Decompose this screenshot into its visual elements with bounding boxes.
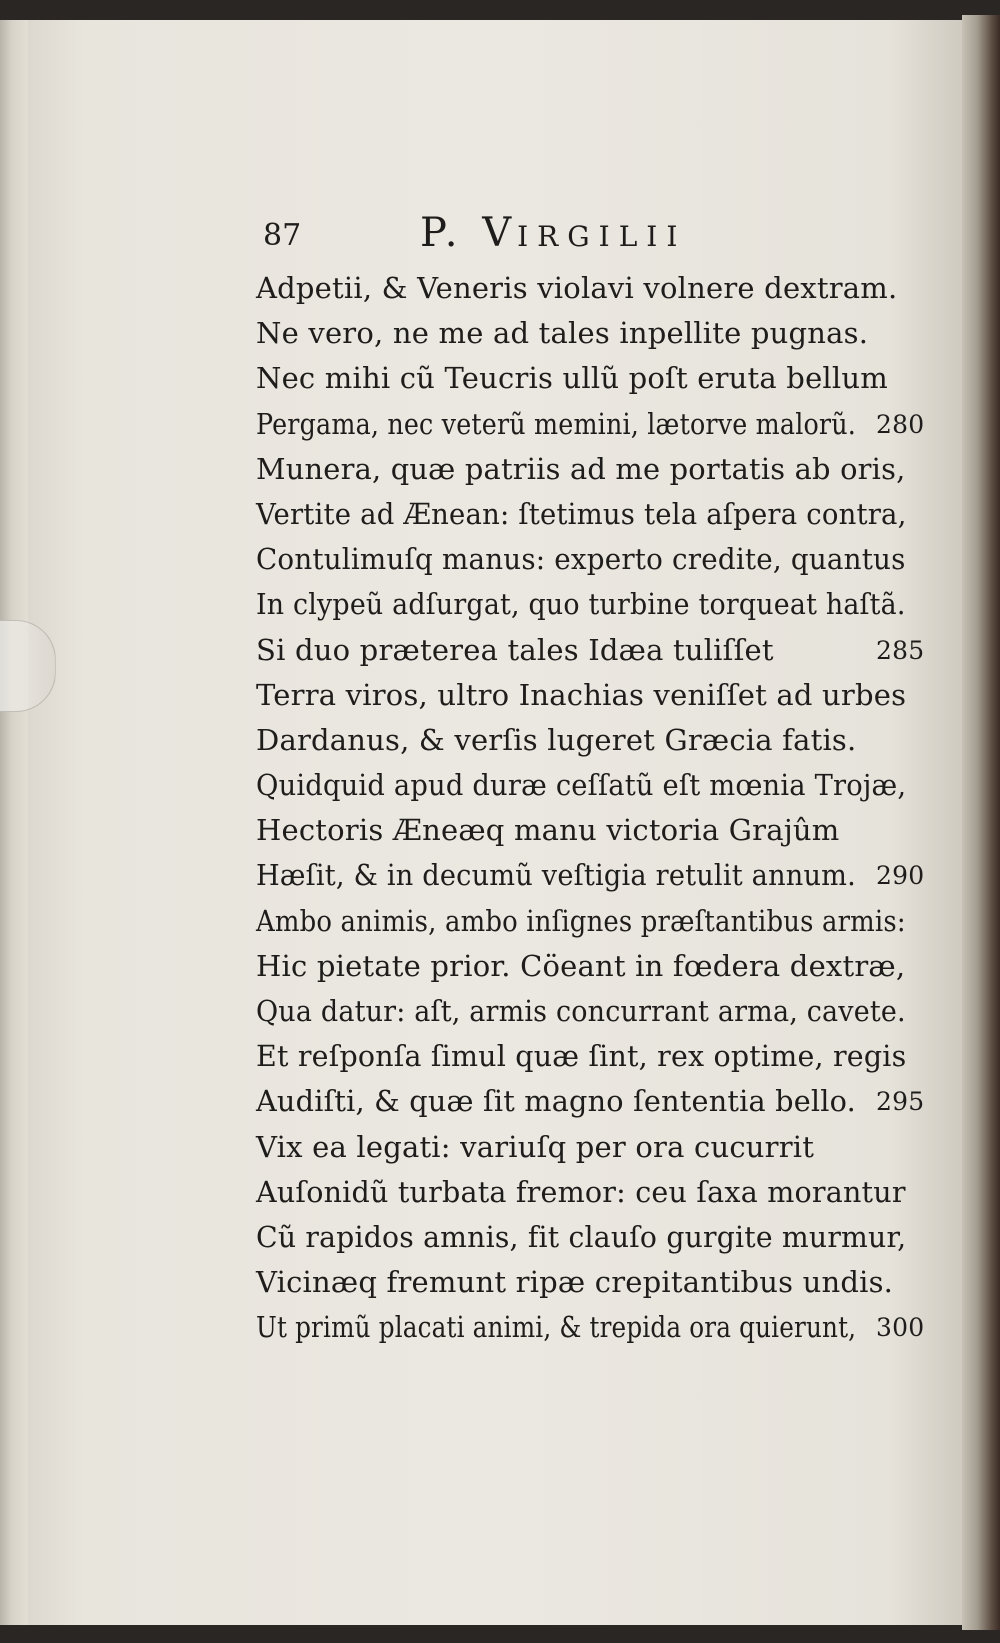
verse-text: Pergama, nec veterũ memini, lætorve malorũ. xyxy=(256,406,857,441)
verse-line xyxy=(256,673,916,718)
left-page-edge xyxy=(0,20,30,1625)
verse-text: Terra viros, ultro Inachias veniſſet ad urbes xyxy=(256,677,907,712)
line-number: 295 xyxy=(876,1087,925,1117)
verse-text: Hic pietate prior. Cöeant in fœdera dextræ, xyxy=(256,948,906,983)
verse-line xyxy=(256,1215,916,1260)
verse-text: Hæſit, & in decumũ veſtigia retulit annum. xyxy=(256,858,857,893)
verse-line xyxy=(256,1170,916,1215)
verse-text: Auſonidũ turbata fremor: ceu ſaxa morantur xyxy=(256,1174,906,1209)
verse-text: Contulimuſq manus: experto credite, quantus xyxy=(256,542,906,577)
verse-text: Hectoris Æneæq manu victoria Grajûm xyxy=(256,813,840,848)
verse-text: Vicinæq fremunt ripæ crepitantibus undis. xyxy=(256,1265,894,1300)
verse-text: Qua datur: aſt, armis concurrant arma, cavete. xyxy=(256,994,906,1028)
page-header xyxy=(0,210,1000,260)
verse-line xyxy=(256,808,916,853)
verse-line xyxy=(256,1079,925,1124)
running-head xyxy=(420,210,686,256)
line-number: 285 xyxy=(876,635,925,665)
verse-text: Si duo præterea tales Idæa tuliſſet xyxy=(256,632,774,667)
verse-text: Vix ea legati: variuſq per ora cucurrit xyxy=(256,1129,815,1164)
line-number: 290 xyxy=(876,861,925,891)
verse-text: Nec mihi cũ Teucris ullũ poſt eruta bellum xyxy=(256,361,888,396)
verse-line xyxy=(256,492,916,537)
verse-text: Ut primũ placati animi, & trepida ora quierunt, xyxy=(256,1310,857,1345)
verse-text: Munera, quæ patriis ad me portatis ab oris, xyxy=(256,451,906,486)
verse-line xyxy=(256,763,916,808)
verse-block xyxy=(256,266,925,1351)
verse-text: Quidquid apud duræ ceſſatũ eſt mœnia Trojæ, xyxy=(256,768,907,803)
line-number: 280 xyxy=(876,409,925,439)
verse-text: Dardanus, & verſis lugeret Græcia fatis. xyxy=(256,722,857,757)
verse-line xyxy=(256,1125,916,1170)
verse-text: Cũ rapidos amnis, fit clauſo gurgite murmur, xyxy=(256,1219,907,1254)
verse-line xyxy=(256,311,916,356)
verse-line xyxy=(256,1305,925,1350)
verse-text: In clypeũ adſurgat, quo turbine torqueat haſtã. xyxy=(256,587,906,622)
verse-text: Vertite ad Ænean: ſtetimus tela aſpera contra, xyxy=(256,496,907,531)
verse-line xyxy=(256,628,925,673)
verse-line xyxy=(256,402,925,447)
verse-line xyxy=(256,582,916,627)
verse-line xyxy=(256,853,925,898)
page-number: 87 xyxy=(263,218,302,253)
verse-line xyxy=(256,447,916,492)
line-number: 300 xyxy=(876,1313,925,1343)
verse-line xyxy=(256,989,916,1034)
verse-text: Ne vero, ne me ad tales inpellite pugnas. xyxy=(256,316,869,351)
verse-line xyxy=(256,266,916,311)
verse-line xyxy=(256,537,916,582)
running-head-initial: P. V xyxy=(420,210,518,256)
verse-line xyxy=(256,718,916,763)
verse-line xyxy=(256,944,916,989)
verse-line xyxy=(256,1034,916,1079)
verse-text: Audiſti, & quæ ſit magno ſententia bello. xyxy=(256,1084,856,1119)
verse-text: Adpetii, & Veneris violavi volnere dextram. xyxy=(256,271,898,305)
verse-text: Et reſponſa ſimul quæ ſint, rex optime, regis xyxy=(256,1039,907,1074)
verse-text: Ambo animis, ambo inſignes præſtantibus armis: xyxy=(256,903,906,938)
verse-line xyxy=(256,899,916,944)
verse-line xyxy=(256,356,916,401)
verse-line xyxy=(256,1260,916,1305)
running-head-rest: IRGILII xyxy=(517,220,687,253)
